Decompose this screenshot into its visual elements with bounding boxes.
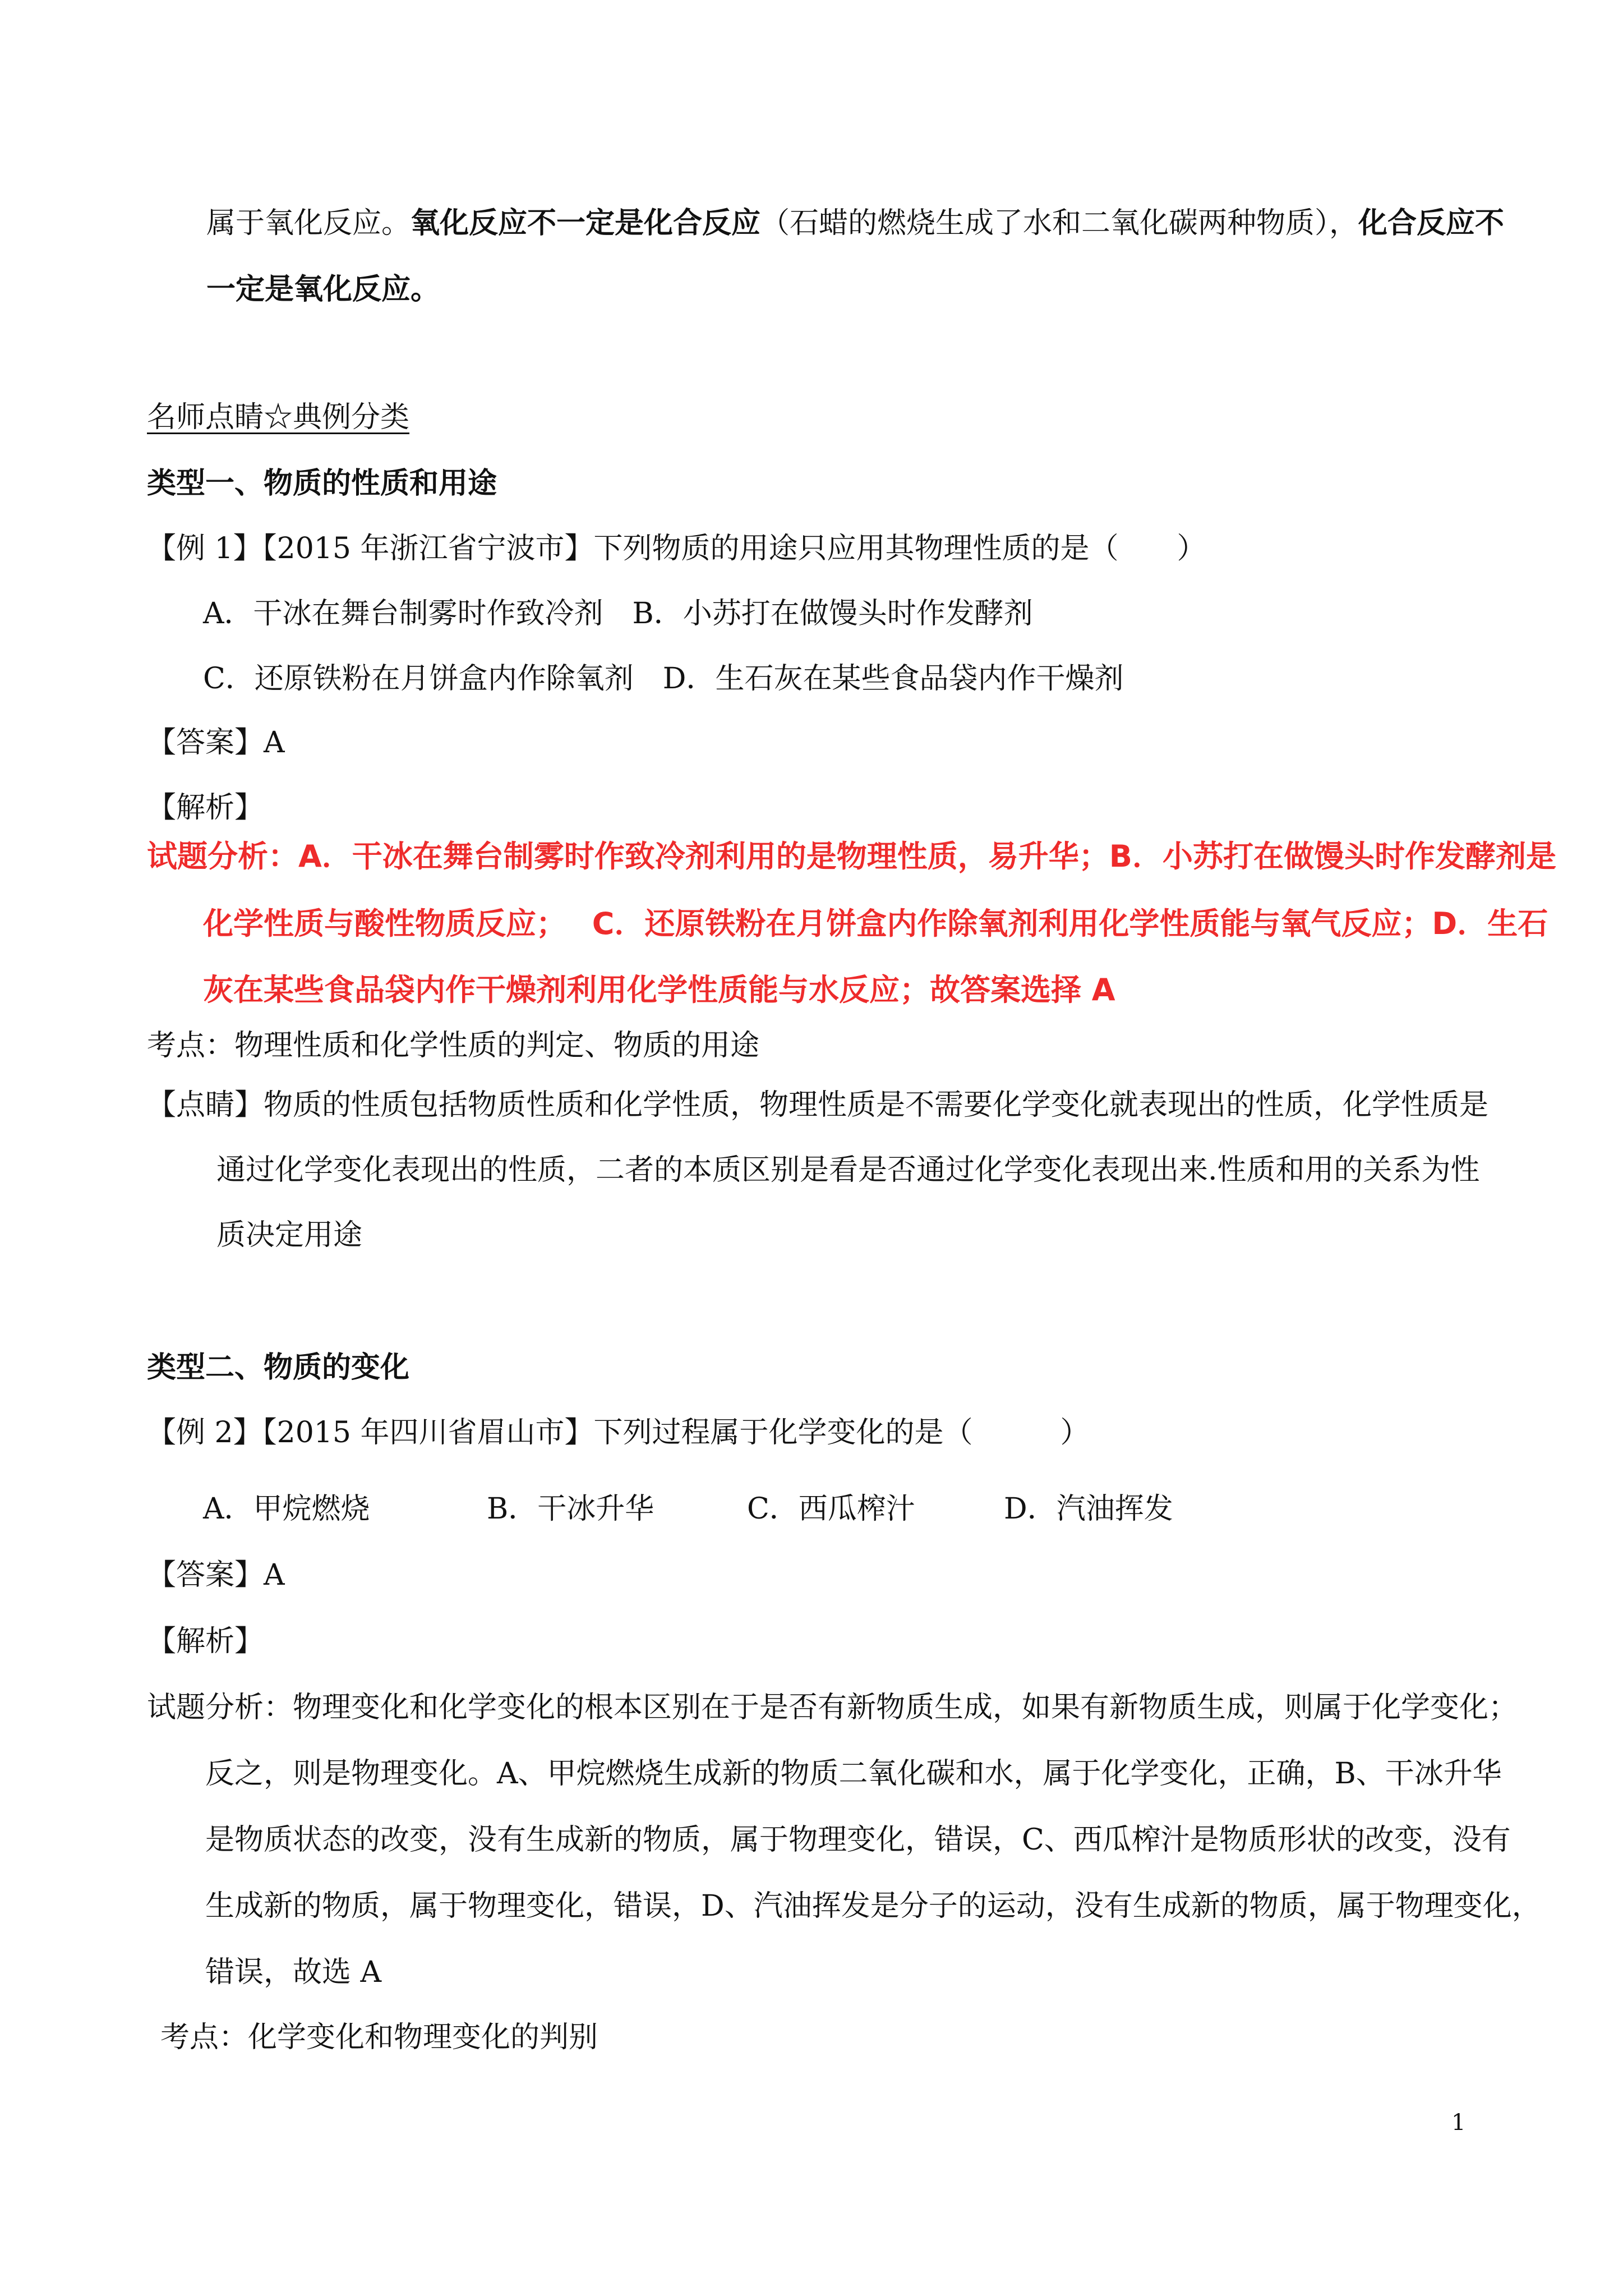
type1-dianjing-line-3: 质决定用途 bbox=[216, 1218, 363, 1252]
type2-option-c: C．西瓜榨汁 bbox=[747, 1492, 915, 1526]
type2-question: 【例 2】【2015 年四川省眉山市】下列过程属于化学变化的是（ ） bbox=[147, 1416, 1090, 1450]
type2-analysis-line-5: 错误，故选 A bbox=[205, 1955, 382, 1989]
intro-text-paren: （石蜡的燃烧生成了水和二氧化碳两种物质）， bbox=[760, 206, 1359, 240]
type1-kaodian: 考点：物理性质和化学性质的判定、物质的用途 bbox=[147, 1029, 760, 1062]
type2-analysis-label: 【解析】 bbox=[147, 1625, 264, 1658]
type1-dianjing-line-1: 【点睛】物质的性质包括物质性质和化学性质，物理性质是不需要化学变化就表现出的性质，化学性质是 bbox=[147, 1088, 1489, 1122]
intro-text-bold-2: 化合反应不 bbox=[1358, 206, 1505, 240]
type2-kaodian: 考点：化学变化和物理变化的判别 bbox=[160, 2021, 598, 2054]
type2-option-a: A．甲烷燃烧 bbox=[203, 1492, 370, 1526]
type1-analysis-line-1: 试题分析：A．干冰在舞台制雾时作致冷剂利用的是物理性质，易升华；B．小苏打在做馒头时作发酵剂是 bbox=[147, 839, 1556, 874]
type2-analysis-line-3: 是物质状态的改变，没有生成新的物质，属于物理变化，错误，C、西瓜榨汁是物质形状的改变，没有 bbox=[205, 1823, 1511, 1857]
type1-answer: 【答案】A bbox=[147, 726, 285, 760]
type1-dianjing-line-2: 通过化学变化表现出的性质，二者的本质区别是看是否通过化学变化表现出来.性质和用的关系为性 bbox=[216, 1153, 1480, 1187]
type1-heading: 类型一、物质的性质和用途 bbox=[147, 466, 497, 500]
type1-analysis-label: 【解析】 bbox=[147, 791, 264, 825]
page-number: 1 bbox=[1451, 2110, 1466, 2136]
type1-analysis-line-3: 灰在某些食品袋内作干燥剂利用化学性质能与水反应；故答案选择 A bbox=[203, 972, 1115, 1007]
type2-option-d: D．汽油挥发 bbox=[1004, 1492, 1173, 1526]
section-heading: 名师点睛☆典例分类 bbox=[147, 401, 410, 434]
type1-analysis-line-2: 化学性质与酸性物质反应； C．还原铁粉在月饼盒内作除氧剂利用化学性质能与氧气反应；D．生石 bbox=[203, 906, 1548, 941]
type2-option-b: B．干冰升华 bbox=[487, 1492, 654, 1526]
type1-question: 【例 1】【2015 年浙江省宁波市】下列物质的用途只应用其物理性质的是（ ） bbox=[147, 532, 1206, 565]
intro-line-2: 一定是氧化反应。 bbox=[206, 272, 440, 306]
intro-line-1 bbox=[206, 206, 1505, 240]
type2-heading: 类型二、物质的变化 bbox=[147, 1350, 410, 1384]
type1-options-line-2: C．还原铁粉在月饼盒内作除氧剂 D．生石灰在某些食品袋内作干燥剂 bbox=[203, 662, 1124, 696]
intro-text-bold: 氧化反应不一定是化合反应 bbox=[411, 206, 761, 240]
intro-text-normal: 属于氧化反应。 bbox=[206, 206, 411, 240]
type1-options-line-1: A．干冰在舞台制雾时作致冷剂 B．小苏打在做馒头时作发酵剂 bbox=[203, 597, 1033, 631]
type2-analysis-line-4: 生成新的物质，属于物理变化，错误，D、汽油挥发是分子的运动，没有生成新的物质，属于物理变化， bbox=[205, 1889, 1541, 1923]
type2-answer: 【答案】A bbox=[147, 1558, 285, 1592]
type2-analysis-line-1: 试题分析：物理变化和化学变化的根本区别在于是否有新物质生成，如果有新物质生成，则属于化学变化； bbox=[147, 1691, 1518, 1724]
type2-analysis-line-2: 反之，则是物理变化。A、甲烷燃烧生成新的物质二氧化碳和水，属于化学变化，正确，B、干冰升华 bbox=[205, 1757, 1502, 1791]
